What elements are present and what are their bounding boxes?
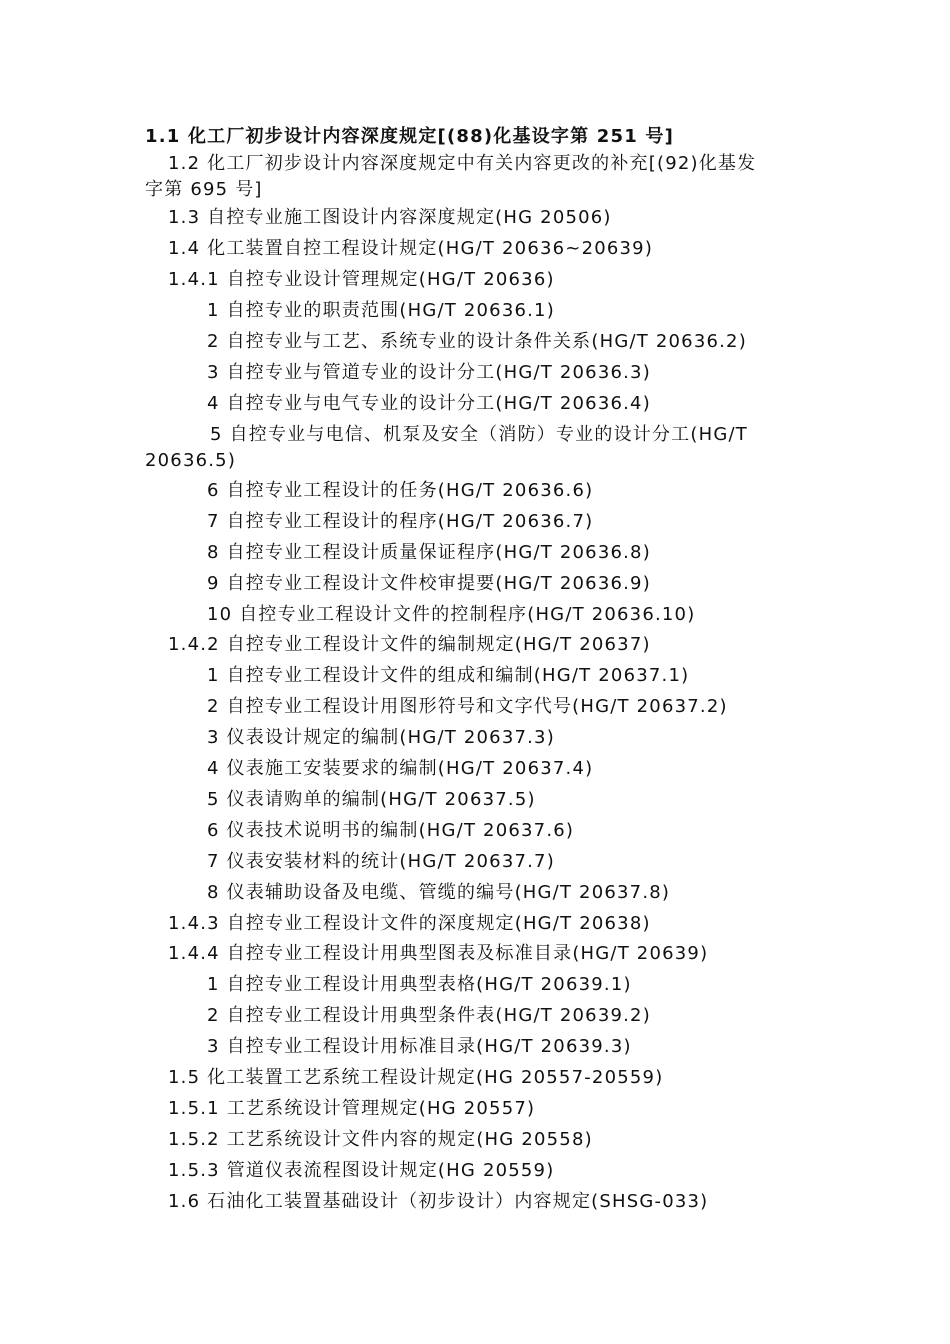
list-item: 6 自控专业工程设计的任务(HG/T 20636.6) [207,480,594,501]
item-1-3: 1.3 自控专业施工图设计内容深度规定(HG 20506) [168,207,612,228]
list-item: 4 仪表施工安装要求的编制(HG/T 20637.4) [207,758,594,779]
item-1-5-2: 1.5.2 工艺系统设计文件内容的规定(HG 20558) [168,1129,593,1150]
item-1-4-1: 1.4.1 自控专业设计管理规定(HG/T 20636) [168,269,555,290]
item-1-5-3: 1.5.3 管道仪表流程图设计规定(HG 20559) [168,1160,555,1181]
item-1-4-4: 1.4.4 自控专业工程设计用典型图表及标准目录(HG/T 20639) [168,943,709,964]
paragraph-1-2-line-2: 字第 695 号] [145,179,263,200]
list-item: 6 仪表技术说明书的编制(HG/T 20637.6) [207,820,575,841]
list-item: 9 自控专业工程设计文件校审提要(HG/T 20636.9) [207,573,651,594]
list-item: 2 自控专业与工艺、系统专业的设计条件关系(HG/T 20636.2) [207,331,747,352]
item-1-4: 1.4 化工装置自控工程设计规定(HG/T 20636~20639) [168,238,654,259]
list-item: 3 仪表设计规定的编制(HG/T 20637.3) [207,727,555,748]
item-1-5-1: 1.5.1 工艺系统设计管理规定(HG 20557) [168,1098,536,1119]
list-item: 1 自控专业工程设计用典型表格(HG/T 20639.1) [207,974,632,995]
item-1-4-2: 1.4.2 自控专业工程设计文件的编制规定(HG/T 20637) [168,634,651,655]
list-item-wrapped [0,422,950,474]
list-item-line-2: 20636.5) [145,450,237,471]
list-item: 3 自控专业与管道专业的设计分工(HG/T 20636.3) [207,362,651,383]
list-item: 4 自控专业与电气专业的设计分工(HG/T 20636.4) [207,393,651,414]
list-item: 1 自控专业工程设计文件的组成和编制(HG/T 20637.1) [207,665,690,686]
item-1-4-3: 1.4.3 自控专业工程设计文件的深度规定(HG/T 20638) [168,913,651,934]
item-1-5: 1.5 化工装置工艺系统工程设计规定(HG 20557-20559) [168,1067,664,1088]
paragraph-1-2 [0,151,950,203]
item-1-6: 1.6 石油化工装置基础设计（初步设计）内容规定(SHSG-033) [168,1191,709,1212]
list-item: 8 自控专业工程设计质量保证程序(HG/T 20636.8) [207,542,651,563]
list-item-line-1: 5 自控专业与电信、机泵及安全（消防）专业的设计分工(HG/T [210,424,748,445]
list-item: 10 自控专业工程设计文件的控制程序(HG/T 20636.10) [207,604,696,625]
list-item: 1 自控专业的职责范围(HG/T 20636.1) [207,300,555,321]
paragraph-1-2-line-1: 1.2 化工厂初步设计内容深度规定中有关内容更改的补充[(92)化基发 [168,153,757,174]
list-item: 2 自控专业工程设计用典型条件表(HG/T 20639.2) [207,1005,651,1026]
list-item: 7 自控专业工程设计的程序(HG/T 20636.7) [207,511,594,532]
list-item: 5 仪表请购单的编制(HG/T 20637.5) [207,789,536,810]
list-item: 3 自控专业工程设计用标准目录(HG/T 20639.3) [207,1036,632,1057]
list-item: 2 自控专业工程设计用图形符号和文字代号(HG/T 20637.2) [207,696,728,717]
heading-1-1: 1.1 化工厂初步设计内容深度规定[(88)化基设字第 251 号] [145,126,675,147]
list-item: 8 仪表辅助设备及电缆、管缆的编号(HG/T 20637.8) [207,882,671,903]
list-item: 7 仪表安装材料的统计(HG/T 20637.7) [207,851,555,872]
